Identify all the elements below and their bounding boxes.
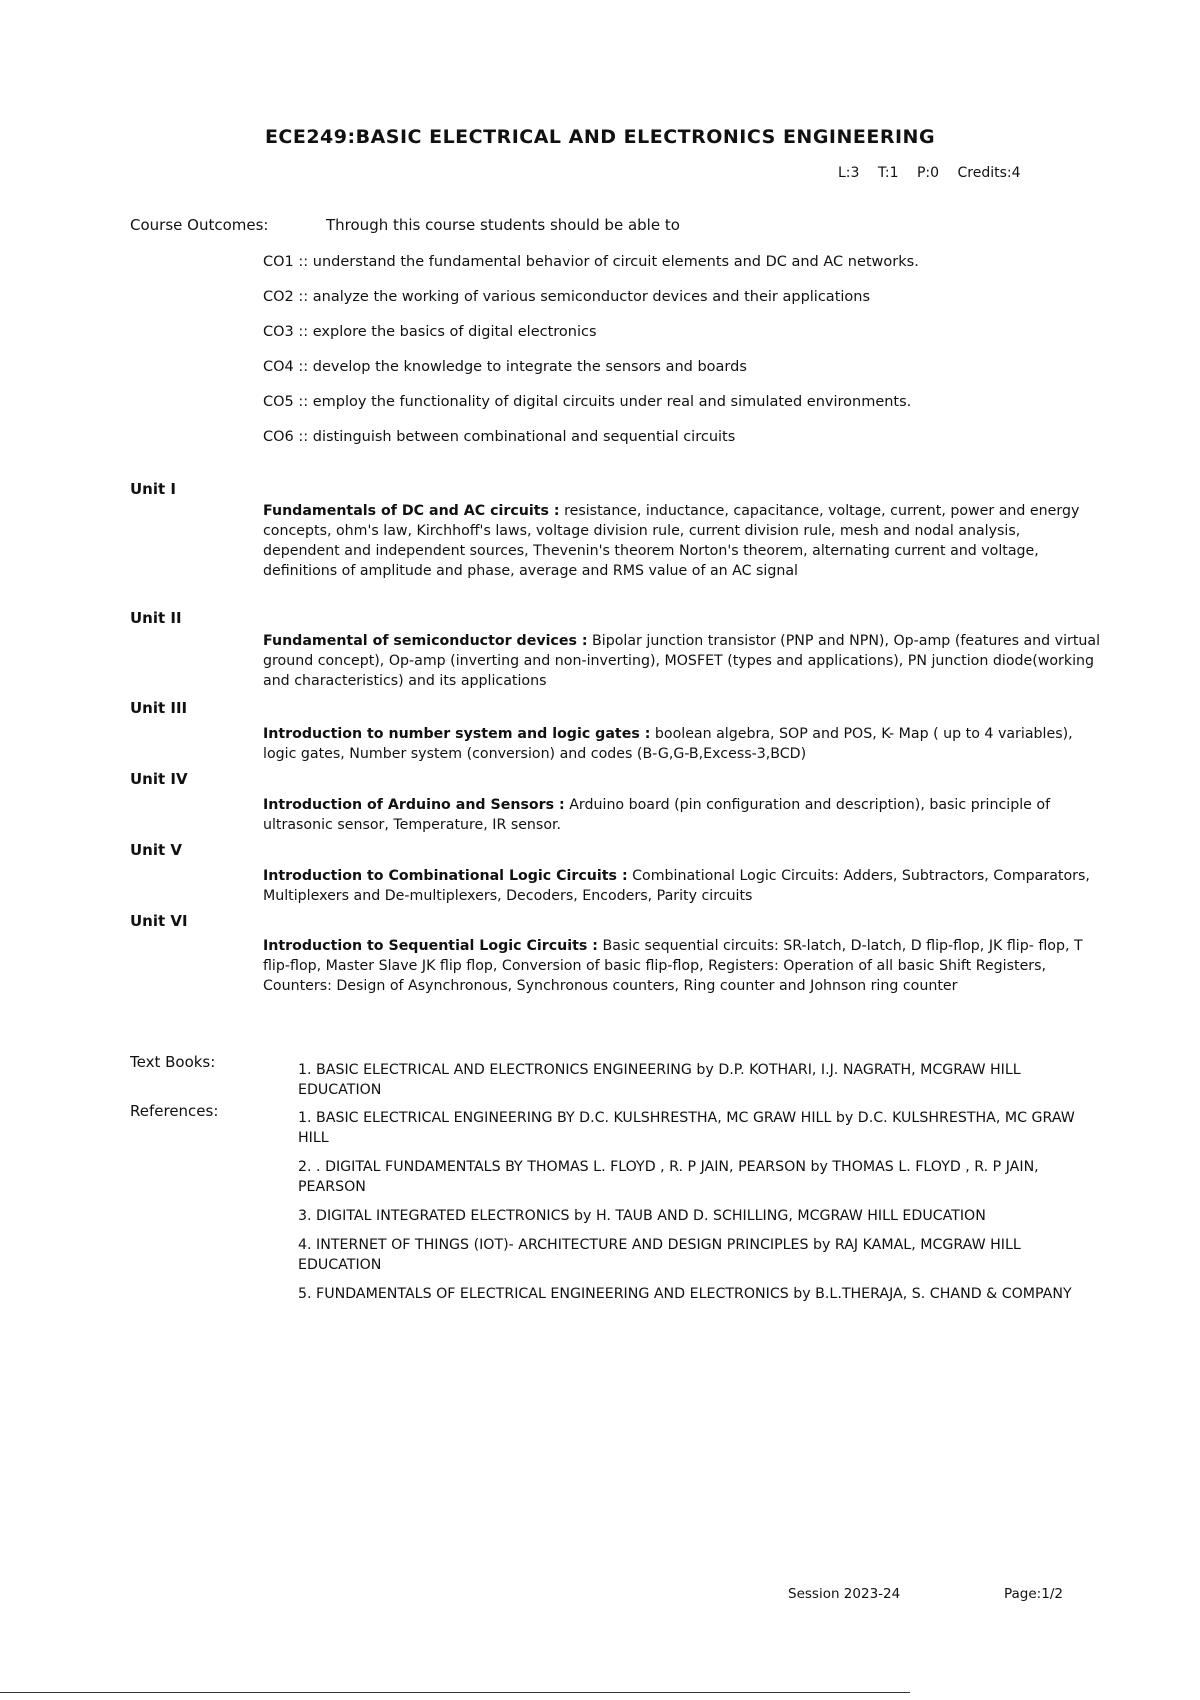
- unit-content-2: [263, 631, 1101, 691]
- unit-content-3: [263, 724, 1101, 764]
- unit-label-2: Unit II: [130, 609, 182, 627]
- practical-hours: P:0: [916, 165, 940, 181]
- course-outcome-item: CO4 :: develop the knowledge to integrate the sensors and boards: [263, 359, 747, 375]
- course-outcome-item: CO5 :: employ the functionality of digital circuits under real and simulated environments.: [263, 394, 912, 410]
- lecture-hours: L:3: [838, 165, 860, 181]
- unit-heading-4: Introduction of Arduino and Sensors :: [263, 797, 565, 813]
- unit-content-5: [263, 866, 1101, 906]
- credit-structure: [838, 165, 1035, 181]
- unit-content-6: [263, 936, 1101, 996]
- unit-text-3: boolean algebra, SOP and POS, K- Map ( up to 4 variables), logic gates, Number system (conversion) and codes (B-G,G-B,Excess-3,BCD): [263, 726, 1073, 762]
- session-label: Session 2023-24: [788, 1586, 901, 1602]
- text-books-list: [298, 1060, 1088, 1109]
- reference-item: 5. FUNDAMENTALS OF ELECTRICAL ENGINEERING AND ELECTRONICS by B.L.THERAJA, S. CHAND & COMPANY: [298, 1286, 1072, 1302]
- unit-text-4: Arduino board (pin configuration and description), basic principle of ultrasonic sensor, Temperature, IR sensor.: [263, 797, 1051, 833]
- unit-heading-3: Introduction to number system and logic gates :: [263, 726, 651, 742]
- unit-text-6: Basic sequential circuits: SR-latch, D-latch, D flip-flop, JK flip- flop, T flip-flop, Master Slave JK flip flop, Conversion of basic flip-flop, Registers: Operation of all basic Shift Registers, Counters: Design of Asynchronous, Synchronous counters, Ring counter and Johnson ring counter: [263, 938, 1083, 994]
- unit-label-1: Unit I: [130, 480, 176, 498]
- unit-label-6: Unit VI: [130, 912, 188, 930]
- tutorial-hours: T:1: [877, 165, 899, 181]
- references-list: [298, 1108, 1088, 1313]
- course-outcome-item: CO2 :: analyze the working of various semiconductor devices and their applications: [263, 289, 871, 305]
- credit-count: Credits:4: [957, 165, 1021, 181]
- course-outcome-item: CO6 :: distinguish between combinational and sequential circuits: [263, 429, 736, 445]
- course-outcome-item: CO1 :: understand the fundamental behavior of circuit elements and DC and AC networks.: [263, 254, 919, 270]
- course-outcome-item: CO3 :: explore the basics of digital electronics: [263, 324, 597, 340]
- unit-heading-2: Fundamental of semiconductor devices :: [263, 633, 588, 649]
- course-outcomes-intro: Through this course students should be able to: [326, 216, 680, 234]
- unit-label-4: Unit IV: [130, 770, 188, 788]
- reference-item: 1. BASIC ELECTRICAL ENGINEERING BY D.C. KULSHRESTHA, MC GRAW HILL by D.C. KULSHRESTHA, MC GRAW HILL: [298, 1110, 1075, 1146]
- unit-label-5: Unit V: [130, 841, 183, 859]
- unit-text-2: Bipolar junction transistor (PNP and NPN), Op-amp (features and virtual ground concept), Op-amp (inverting and non-inverting), MOSFET (types and applications), PN junction diode(working and characteristics) and its applications: [263, 633, 1101, 689]
- references-label: References:: [130, 1102, 219, 1120]
- unit-text-1: resistance, inductance, capacitance, voltage, current, power and energy concepts, ohm's law, Kirchhoff's laws, voltage division rule, current division rule, mesh and nodal analysis, dependent and independent sources, Thevenin's theorem Norton's theorem, alternating current and voltage, definitions of amplitude and phase, average and RMS value of an AC signal: [263, 503, 1080, 579]
- unit-heading-6: Introduction to Sequential Logic Circuits :: [263, 938, 598, 954]
- unit-content-1: [263, 501, 1101, 581]
- course-outcomes-label: Course Outcomes:: [130, 216, 269, 234]
- unit-heading-1: Fundamentals of DC and AC circuits :: [263, 503, 560, 519]
- text-book-item: 1. BASIC ELECTRICAL AND ELECTRONICS ENGINEERING by D.P. KOTHARI, I.J. NAGRATH, MCGRAW HILL EDUCATION: [298, 1062, 1021, 1098]
- unit-heading-5: Introduction to Combinational Logic Circuits :: [263, 868, 628, 884]
- page-number: Page:1/2: [1004, 1586, 1063, 1602]
- bottom-divider: [0, 1692, 910, 1693]
- unit-label-3: Unit III: [130, 699, 188, 717]
- reference-item: 4. INTERNET OF THINGS (IOT)- ARCHITECTURE AND DESIGN PRINCIPLES by RAJ KAMAL, MCGRAW HILL EDUCATION: [298, 1237, 1021, 1273]
- course-title: ECE249:BASIC ELECTRICAL AND ELECTRONICS ENGINEERING: [264, 126, 936, 148]
- unit-text-5: Combinational Logic Circuits: Adders, Subtractors, Comparators, Multiplexers and De-multiplexers, Decoders, Encoders, Parity circuits: [263, 868, 1090, 904]
- unit-content-4: [263, 795, 1101, 835]
- text-books-label: Text Books:: [130, 1053, 216, 1071]
- reference-item: 3. DIGITAL INTEGRATED ELECTRONICS by H. TAUB AND D. SCHILLING, MCGRAW HILL EDUCATION: [298, 1208, 986, 1224]
- reference-item: 2. . DIGITAL FUNDAMENTALS BY THOMAS L. FLOYD , R. P JAIN, PEARSON by THOMAS L. FLOYD , R. P JAIN, PEARSON: [298, 1159, 1039, 1195]
- course-outcomes-list: [263, 252, 1103, 462]
